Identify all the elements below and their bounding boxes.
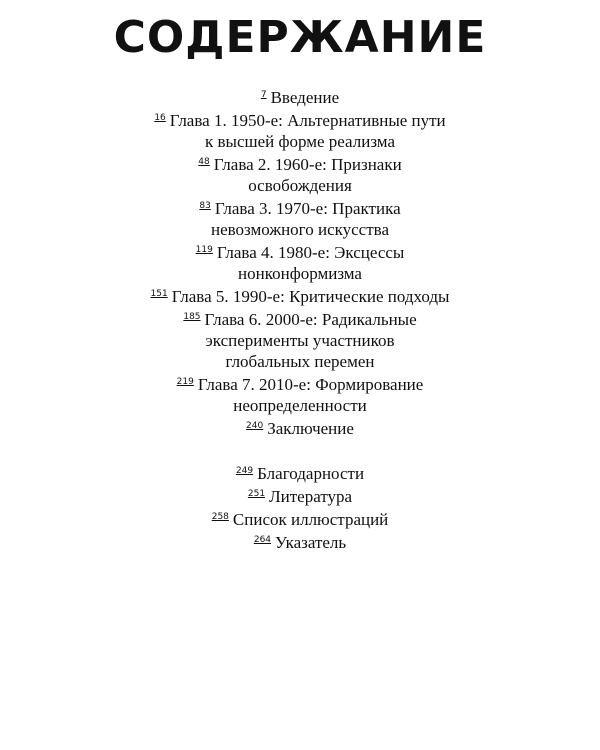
entry-text: Глава 7. 2010-е: Формирование bbox=[197, 375, 424, 394]
toc-entry bbox=[0, 240, 600, 284]
page-number: 119 bbox=[195, 245, 213, 255]
page-number: 83 bbox=[199, 201, 211, 211]
toc-entry bbox=[0, 152, 600, 196]
toc-entry bbox=[0, 372, 600, 416]
toc-entry-title bbox=[0, 307, 600, 330]
entry-text: неопределенности bbox=[233, 396, 367, 415]
entry-text: Введение bbox=[270, 88, 340, 107]
toc-entry-title bbox=[0, 461, 600, 484]
back-matter-list bbox=[0, 461, 600, 553]
entry-text: Глава 1. 1950-е: Альтернативные пути bbox=[169, 111, 446, 130]
toc-entry bbox=[0, 416, 600, 439]
table-of-contents bbox=[0, 85, 600, 553]
toc-entry-title-continued bbox=[0, 175, 600, 196]
toc-entry-title bbox=[0, 284, 600, 307]
entry-text: освобождения bbox=[248, 176, 352, 195]
toc-entry-title bbox=[0, 416, 600, 439]
entry-text: Список иллюстраций bbox=[232, 510, 389, 529]
toc-entry-title bbox=[0, 196, 600, 219]
page-number: 264 bbox=[253, 535, 272, 545]
entry-text: нонконформизма bbox=[238, 264, 362, 283]
toc-entry bbox=[0, 461, 600, 484]
entry-text: Глава 3. 1970-е: Практика bbox=[214, 199, 401, 218]
toc-entry-title-continued bbox=[0, 330, 600, 351]
toc-entry-title-continued bbox=[0, 351, 600, 372]
toc-entry bbox=[0, 196, 600, 240]
toc-entry bbox=[0, 484, 600, 507]
page-title: СОДЕРЖАНИЕ bbox=[113, 12, 487, 63]
entry-text: Глава 4. 1980-е: Эксцессы bbox=[216, 243, 405, 262]
entry-text: к высшей форме реализма bbox=[205, 132, 395, 151]
toc-entry bbox=[0, 307, 600, 372]
toc-entry-title-continued bbox=[0, 131, 600, 152]
entry-text: Глава 2. 1960-е: Признаки bbox=[213, 155, 402, 174]
toc-entry-title bbox=[0, 484, 600, 507]
toc-entry-title-continued bbox=[0, 263, 600, 284]
section-gap bbox=[0, 439, 600, 461]
toc-entry-title bbox=[0, 85, 600, 108]
entry-text: Литература bbox=[269, 487, 353, 506]
toc-entry-title bbox=[0, 152, 600, 175]
page-number: 7 bbox=[260, 90, 267, 100]
toc-entry-title bbox=[0, 108, 600, 131]
entry-text: глобальных перемен bbox=[225, 352, 375, 371]
toc-entry-title bbox=[0, 372, 600, 395]
main-contents-list bbox=[0, 85, 600, 439]
page-number: 48 bbox=[198, 157, 210, 167]
page-number: 151 bbox=[150, 289, 168, 299]
toc-entry-title bbox=[0, 240, 600, 263]
page-number: 16 bbox=[154, 113, 166, 123]
entry-text: Глава 6. 2000-е: Радикальные bbox=[204, 310, 417, 329]
entry-text: Указатель bbox=[275, 533, 347, 552]
entry-text: невозможного искусства bbox=[210, 220, 390, 239]
toc-entry bbox=[0, 108, 600, 152]
toc-entry-title bbox=[0, 530, 600, 553]
entry-text: Заключение bbox=[267, 419, 354, 438]
toc-entry-title bbox=[0, 507, 600, 530]
toc-entry-title-continued bbox=[0, 395, 600, 416]
toc-entry bbox=[0, 530, 600, 553]
entry-text: Благодарности bbox=[257, 464, 365, 483]
page-number: 251 bbox=[247, 489, 266, 499]
toc-entry bbox=[0, 85, 600, 108]
toc-entry-title-continued bbox=[0, 219, 600, 240]
page-number: 185 bbox=[183, 312, 201, 322]
toc-entry bbox=[0, 284, 600, 307]
page-number: 258 bbox=[211, 512, 229, 522]
page-number: 219 bbox=[176, 377, 194, 387]
page-number: 240 bbox=[246, 421, 264, 431]
entry-text: эксперименты участников bbox=[205, 331, 395, 350]
entry-text: Глава 5. 1990-е: Критические подходы bbox=[171, 287, 450, 306]
page-number: 249 bbox=[235, 466, 254, 476]
toc-entry bbox=[0, 507, 600, 530]
